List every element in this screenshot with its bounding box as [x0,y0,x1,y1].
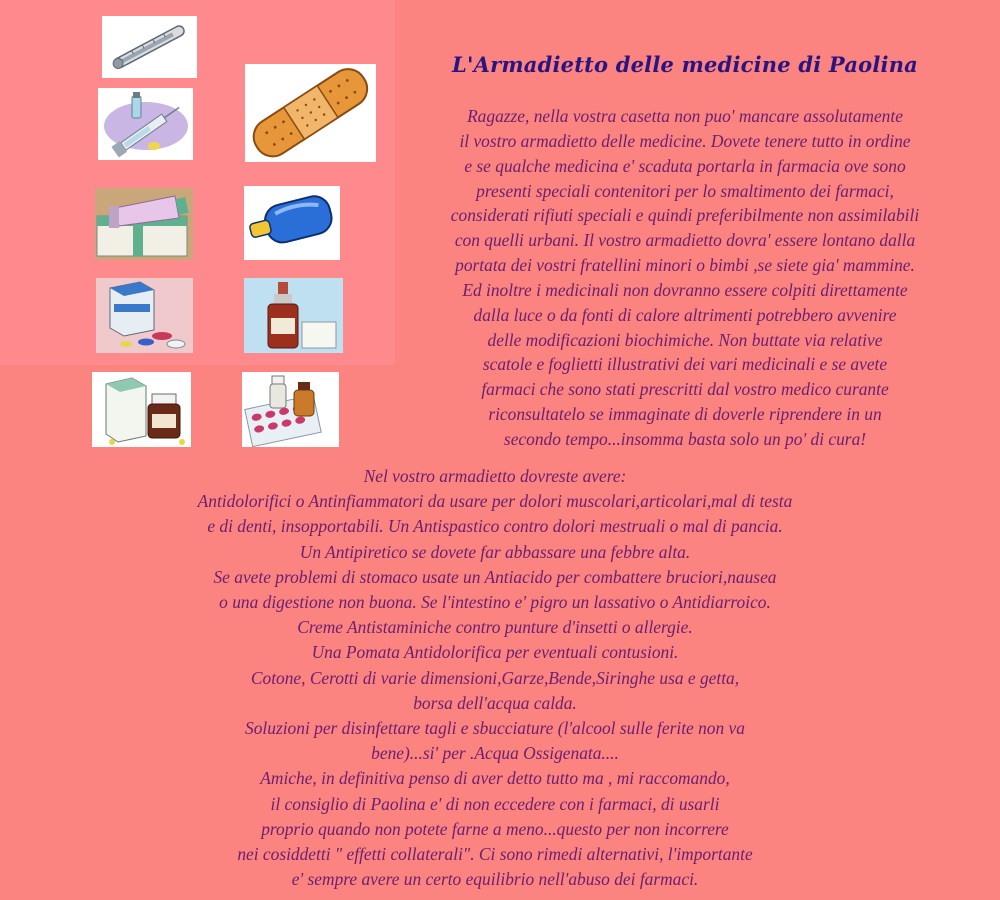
list-line: Cotone, Cerotti di varie dimensioni,Garze,Bende,Siringhe usa e getta, [250,667,740,688]
intro-line: Ragazze, nella vostra casetta non puo' mancare assolutamente [467,106,903,126]
intro-line: delle modificazioni biochimiche. Non buttate via relative [487,329,883,350]
intro-line: presenti speciali contenitori per lo smaltimento dei farmaci, [476,180,894,201]
syringe-icon [98,88,193,160]
list-line: Soluzioni per disinfettare tagli e sbucciature (l'alcool sulle ferite non va [245,718,745,739]
list-line: Un Antipiretico se dovete far abbassare una febbre alta. [299,541,691,562]
list-line: bene)...si' per .Acqua Ossigenata.... [371,743,619,764]
list-line: Nel vostro armadietto dovreste avere: [363,466,627,486]
intro-line: con quelli urbani. Il vostro armadietto dovra' essere lontano dalla [454,230,916,251]
intro-line: secondo tempo...insomma basta solo un po' di cura! [503,428,867,449]
intro-line: dalla luce o da fonti di calore altrimenti potrebbero avvenire [473,304,897,325]
hot-water-bottle-icon [244,186,340,260]
list-line: nei cosiddetti " effetti collaterali". Ci sono rimedi alternativi, l'importante [237,844,753,865]
list-line: Antidolorifici o Antinfiammatori da usare per dolori muscolari,articolari,mal di testa [197,491,793,512]
list-line: e di denti, insopportabili. Un Antispastico contro dolori mestruali o mal di pancia. [207,516,783,537]
intro-paragraph [405,104,965,452]
medicine-box-pills-icon [96,278,193,353]
intro-line: portata dei vostri fratellini minori o bimbi ,se siete gia' mammine. [455,255,915,276]
list-line: proprio quando non potete farne a meno...questo per non incorrere [261,818,729,839]
intro-line: scatole e foglietti illustrativi dei vari medicinali e se avete [482,354,888,375]
pills-blister-icon [242,372,339,447]
ointment-tube-icon [95,188,193,260]
medicine-bottle-icon [244,278,343,353]
pill-box-bottle-icon [92,372,191,447]
list-line: Una Pomata Antidolorifica per eventuali contusioni. [311,642,679,663]
list-line: il consiglio di Paolina e' di non eccedere con i farmaci, di usarli [270,793,720,814]
list-line: Creme Antistaminiche contro punture d'insetti o allergie. [297,617,693,638]
list-line: e' sempre avere un certo equilibrio nell'abuso dei farmaci. [291,869,699,890]
thermometer-icon [102,16,197,78]
page-title: L'Armadietto delle medicine di Paolina [452,52,918,77]
intro-line: il vostro armadietto delle medicine. Dovete tenere tutto in ordine [459,130,911,151]
bandage-icon [245,64,376,162]
intro-line: e se qualche medicina e' scaduta portarla in farmacia ove sono [464,155,906,176]
intro-line: considerati rifiuti speciali e quindi preferibilmente non assimilabili [450,205,920,226]
list-line: borsa dell'acqua calda. [413,692,577,713]
intro-line: farmaci che sono stati prescritti dal vostro medico curante [481,379,889,400]
list-line: o una digestione non buona. Se l'intestino e' pigro un lassativo o Antidiarroico. [219,592,771,613]
list-line: Se avete problemi di stomaco usate un Antiacido per combattere bruciori,nausea [213,566,777,587]
medicine-list-paragraph [100,464,890,892]
intro-line: Ed inoltre i medicinali non dovranno essere colpiti direttamente [462,279,908,300]
intro-line: riconsultatelo se immaginate di doverle riprendere in un [488,404,882,425]
list-line: Amiche, in definitiva penso di aver detto tutto ma , mi raccomando, [260,768,730,789]
